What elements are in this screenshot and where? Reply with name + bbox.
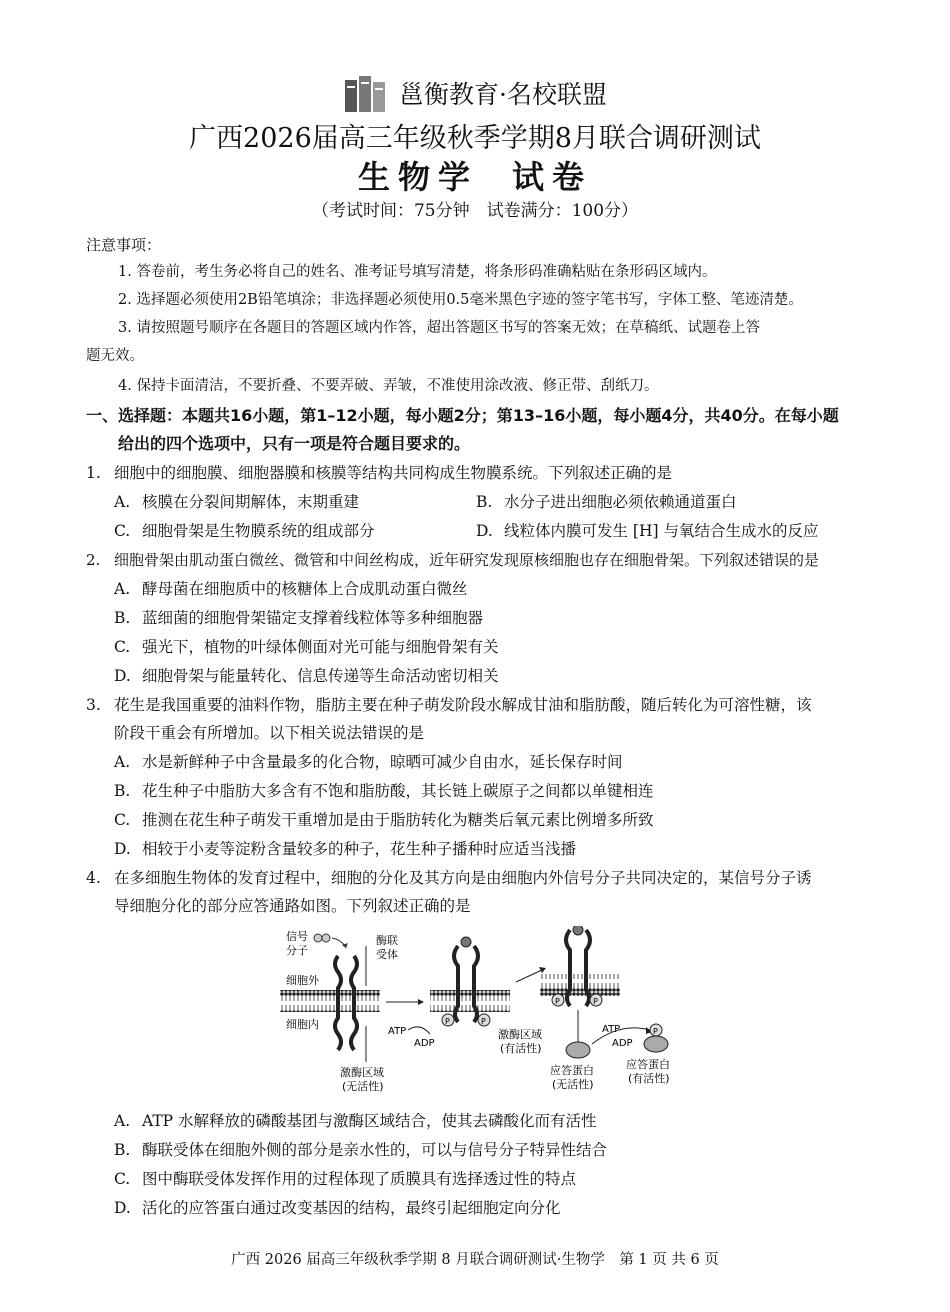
kinase-inactive-label: 激酶区域 — [340, 1066, 384, 1079]
question-number: 3. — [86, 696, 101, 714]
response-inactive-label-2: (无活性) — [552, 1078, 594, 1091]
svg-text:P: P — [593, 997, 598, 1006]
option-text: 水分子进出细胞必须依赖通道蛋白 — [504, 493, 737, 511]
option-text: 酵母菌在细胞质中的核糖体上合成肌动蛋白微丝 — [142, 580, 468, 598]
adp-label: ADP — [414, 1038, 435, 1049]
option-text: 线粒体内膜可发生 [H] 与氧结合生成水的反应 — [504, 522, 819, 540]
option-1d[interactable] — [476, 517, 818, 545]
school-logo-icon — [343, 72, 389, 114]
option-text: 推测在花生种子萌发干重增加是由于脂肪转化为糖类后氧元素比例增多所致 — [142, 811, 654, 829]
option-label: C. — [114, 638, 131, 656]
kinase-inactive-label-2: (无活性) — [342, 1080, 384, 1093]
signal-label: 信号 — [286, 930, 308, 943]
section-heading-cont: 给出的四个选项中，只有一项是符合题目要求的。 — [118, 434, 471, 453]
note-item: 1. 答卷前，考生务必将自己的姓名、准考证号填写清楚，将条形码准确粘贴在条形码区域内。 — [118, 264, 717, 280]
option-text: 相较于小麦等淀粉含量较多的种子，花生种子播种时应适当浅播 — [142, 840, 577, 858]
option-3d[interactable] — [114, 835, 576, 863]
option-text: 活化的应答蛋白通过改变基因的结构，最终引起细胞定向分化 — [142, 1199, 561, 1217]
response-active-label-2: (有活性) — [628, 1072, 670, 1085]
svg-text:P: P — [555, 997, 560, 1006]
page-footer: 广西 2026 届高三年级秋季学期 8 月联合调研测试·生物学 第 1 页 共 6 页 — [231, 1252, 719, 1268]
option-label: B. — [476, 493, 493, 511]
response-active-label: 应答蛋白 — [626, 1058, 670, 1071]
question-stem: 花生是我国重要的油料作物，脂肪主要在种子萌发阶段水解成甘油和脂肪酸，随后转化为可溶性糖，该 — [114, 696, 812, 714]
option-2b[interactable] — [114, 604, 483, 632]
option-label: A. — [114, 493, 131, 511]
subject-paper: 试卷 — [512, 158, 593, 196]
option-label: D. — [476, 522, 493, 540]
option-text: 花生种子中脂肪大多含有不饱和脂肪酸，其长链上碳原子之间都以单键相连 — [142, 782, 654, 800]
option-label: A. — [114, 580, 131, 598]
receptor-pathway-figure — [280, 926, 680, 1096]
option-label: B. — [114, 1141, 131, 1159]
membrane-segment-1 — [280, 990, 380, 1012]
option-1c[interactable] — [114, 517, 375, 545]
svg-text:ADP: ADP — [612, 1038, 633, 1049]
option-text: ATP 水解释放的磷酸基团与激酶区域结合，使其去磷酸化而有活性 — [142, 1112, 597, 1130]
membrane-segment-2 — [430, 990, 510, 1012]
option-label: D. — [114, 1199, 131, 1217]
option-text: 图中酶联受体发挥作用的过程体现了质膜具有选择透过性的特点 — [142, 1170, 577, 1188]
question-number: 4. — [86, 869, 101, 887]
option-label: C. — [114, 522, 131, 540]
signal-molecule-icon — [314, 934, 322, 942]
svg-text:ATP: ATP — [602, 1024, 621, 1035]
atp-label: ATP — [388, 1026, 407, 1037]
question-stem: 在多细胞生物体的发育过程中，细胞的分化及其方向是由细胞内外信号分子共同决定的，某信号分子诱 — [114, 869, 812, 887]
option-3a[interactable] — [114, 748, 623, 776]
option-4c[interactable] — [114, 1165, 576, 1193]
option-4d[interactable] — [114, 1194, 561, 1222]
note-item: 2. 选择题必须使用2B铅笔填涂；非选择题必须使用0.5毫米黑色字迹的签字笔书写，字体工整、笔迹清楚。 — [118, 292, 803, 308]
brand-name: 邕衡教育·名校联盟 — [399, 80, 607, 109]
outside-label: 细胞外 — [286, 974, 319, 987]
question-1 — [86, 459, 876, 487]
question-stem-cont: 导细胞分化的部分应答通路如图。下列叙述正确的是 — [114, 897, 471, 915]
option-label: D. — [114, 667, 131, 685]
option-label: C. — [114, 811, 131, 829]
question-4 — [86, 864, 876, 892]
section-heading: 一、选择题：本题共16小题，第1–12小题，每小题2分；第13–16小题，每小题4分，共40分。在每小题 — [86, 406, 839, 425]
option-text: 蓝细菌的细胞骨架锚定支撑着线粒体等多种细胞器 — [142, 609, 484, 627]
exam-info: （考试时间：75分钟 试卷满分：100分） — [311, 201, 639, 221]
svg-text:P: P — [445, 1017, 450, 1026]
question-2 — [86, 546, 876, 574]
option-1a[interactable] — [114, 488, 359, 516]
option-label: B. — [114, 609, 131, 627]
svg-text:P: P — [481, 1017, 486, 1026]
option-1b[interactable] — [476, 488, 737, 516]
option-label: A. — [114, 1112, 131, 1130]
note-item: 题无效。 — [86, 348, 144, 364]
option-2a[interactable] — [114, 575, 468, 603]
membrane-segment-3 — [540, 974, 620, 996]
question-stem: 细胞骨架由肌动蛋白微丝、微管和中间丝构成，近年研究发现原核细胞也存在细胞骨架。下列叙述错误的是 — [114, 551, 820, 569]
question-number: 2. — [86, 551, 101, 569]
question-3 — [86, 691, 876, 719]
option-label: D. — [114, 840, 131, 858]
option-text: 细胞骨架与能量转化、信息传递等生命活动密切相关 — [142, 667, 499, 685]
receptor-label-2: 受体 — [376, 948, 398, 961]
option-3b[interactable] — [114, 777, 654, 805]
question-stem-cont: 阶段干重会有所增加。以下相关说法错误的是 — [114, 724, 425, 742]
option-label: A. — [114, 753, 131, 771]
inside-label: 细胞内 — [286, 1018, 319, 1031]
option-text: 强光下，植物的叶绿体侧面对光可能与细胞骨架有关 — [142, 638, 499, 656]
brand-header — [0, 72, 950, 114]
note-item: 3. 请按照题号顺序在各题目的答题区域内作答，超出答题区书写的答案无效；在草稿纸、试题卷上答 — [118, 320, 760, 336]
subject-name: 生物学 — [357, 158, 478, 196]
option-3c[interactable] — [114, 806, 654, 834]
option-label: C. — [114, 1170, 131, 1188]
svg-text:P: P — [653, 1027, 658, 1036]
option-2d[interactable] — [114, 662, 499, 690]
exam-title: 广西2026届高三年级秋季学期8月联合调研测试 — [189, 123, 761, 154]
signal-label-2: 分子 — [286, 944, 308, 957]
option-4b[interactable] — [114, 1136, 607, 1164]
subject-title — [0, 152, 950, 198]
option-text: 酶联受体在细胞外侧的部分是亲水性的，可以与信号分子特异性结合 — [142, 1141, 608, 1159]
response-inactive-label: 应答蛋白 — [550, 1064, 594, 1077]
kinase-active-label-2: (有活性) — [500, 1042, 542, 1055]
option-text: 核膜在分裂间期解体，末期重建 — [142, 493, 360, 511]
option-4a[interactable] — [114, 1107, 597, 1135]
notes-title: 注意事项： — [86, 236, 162, 254]
option-text: 细胞骨架是生物膜系统的组成部分 — [142, 522, 375, 540]
receptor-label: 酶联 — [376, 934, 398, 947]
kinase-active-label: 激酶区域 — [498, 1028, 542, 1041]
question-number: 1. — [86, 464, 101, 482]
option-text: 水是新鲜种子中含量最多的化合物，晾晒可减少自由水，延长保存时间 — [142, 753, 623, 771]
question-stem: 细胞中的细胞膜、细胞器膜和核膜等结构共同构成生物膜系统。下列叙述正确的是 — [114, 464, 673, 482]
response-protein-icon — [566, 1042, 590, 1058]
note-item: 4. 保持卡面清洁，不要折叠、不要弄破、弄皱，不准使用涂改液、修正带、刮纸刀。 — [118, 378, 659, 394]
option-2c[interactable] — [114, 633, 499, 661]
option-label: B. — [114, 782, 131, 800]
